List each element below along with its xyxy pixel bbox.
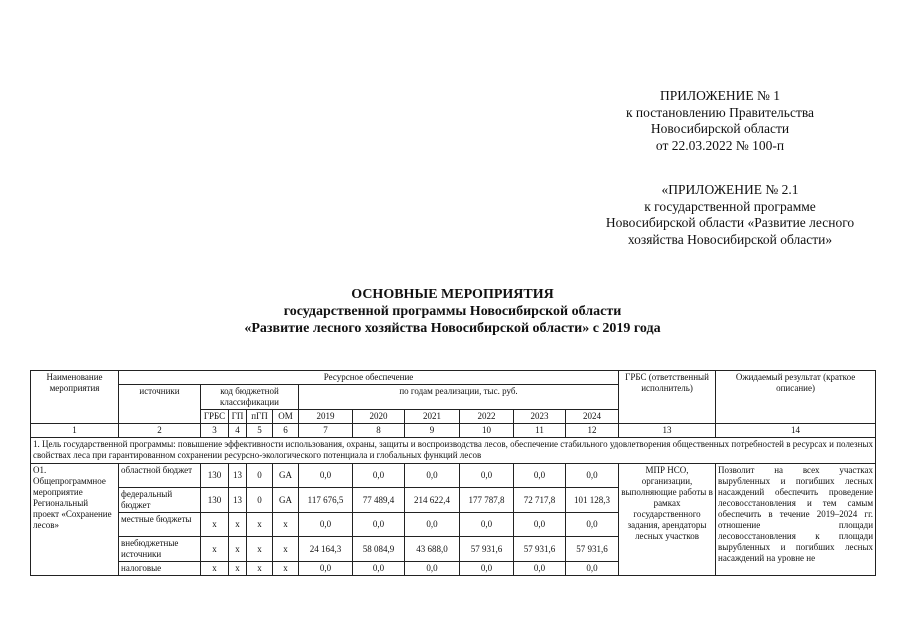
value-cell: 0,0 <box>566 464 619 488</box>
year-header: 2022 <box>460 410 514 424</box>
value-cell: 57 931,6 <box>460 537 514 562</box>
header-line: «ПРИЛОЖЕНИЕ № 2.1 <box>661 182 799 197</box>
value-cell: 0,0 <box>566 513 619 537</box>
column-number: 6 <box>273 424 299 438</box>
value-cell: 0,0 <box>353 464 405 488</box>
value-cell: 57 931,6 <box>566 537 619 562</box>
column-number: 12 <box>566 424 619 438</box>
value-cell: 57 931,6 <box>514 537 566 562</box>
value-cell: 0,0 <box>405 464 460 488</box>
appendix-header <box>600 88 840 154</box>
code-cell: GA <box>273 464 299 488</box>
code-cell: 0 <box>247 488 273 513</box>
column-number: 13 <box>619 424 716 438</box>
code-cell: 13 <box>229 464 247 488</box>
document-title <box>0 286 905 337</box>
value-cell: 117 676,5 <box>299 488 353 513</box>
col-header-result: Ожидаемый результат (краткое описание) <box>716 371 876 424</box>
col-header-sources: источники <box>119 385 201 424</box>
code-cell: x <box>247 562 273 576</box>
col-header-years: по годам реализации, тыс. руб. <box>299 385 619 410</box>
column-number: 3 <box>201 424 229 438</box>
source-cell: областной бюджет <box>119 464 201 488</box>
code-cell: 13 <box>229 488 247 513</box>
code-col-header: ГП <box>229 410 247 424</box>
source-cell: налоговые <box>119 562 201 576</box>
value-cell: 0,0 <box>460 562 514 576</box>
activity-name: О1. Общепрограммное мероприятие Региональный проект «Сохранение лесов» <box>31 464 119 576</box>
value-cell: 0,0 <box>299 513 353 537</box>
column-numbers-row <box>31 424 876 438</box>
value-cell: 0,0 <box>299 464 353 488</box>
header-line: Новосибирской области <box>650 121 790 136</box>
year-header: 2024 <box>566 410 619 424</box>
col-header-resource: Ресурсное обеспечение <box>119 371 619 385</box>
code-cell: x <box>229 562 247 576</box>
title-line: государственной программы Новосибирской области <box>283 304 622 319</box>
year-header: 2021 <box>405 410 460 424</box>
code-cell: 130 <box>201 464 229 488</box>
column-number: 4 <box>229 424 247 438</box>
code-cell: GA <box>273 488 299 513</box>
value-cell: 0,0 <box>566 562 619 576</box>
result-cell: Позволит на всех участках вырубленных и погибших лесных насаждений обеспечить проведение лесовосстановления и тем самым обеспечить в течение 2019–2024 гг. отношение площади лесовосстановления к площади вырубленных и погибших лесных насаждений на уровне не <box>716 464 876 576</box>
column-number: 11 <box>514 424 566 438</box>
code-cell: x <box>273 537 299 562</box>
value-cell: 177 787,8 <box>460 488 514 513</box>
header-line: Новосибирской области «Развитие лесного <box>605 215 855 230</box>
column-number: 7 <box>299 424 353 438</box>
executor-cell: МПР НСО, организации, выполняющие работы в рамках государственного задания, арендаторы лесных участков <box>619 464 716 576</box>
code-col-header: пГП <box>247 410 273 424</box>
col-header-grbs: ГРБС (ответственный исполнитель) <box>619 371 716 424</box>
year-header: 2023 <box>514 410 566 424</box>
code-cell: x <box>201 513 229 537</box>
table-row <box>31 464 876 488</box>
code-cell: x <box>201 537 229 562</box>
column-number: 9 <box>405 424 460 438</box>
code-col-header: ОМ <box>273 410 299 424</box>
code-cell: x <box>229 513 247 537</box>
code-cell: x <box>273 513 299 537</box>
code-cell: x <box>273 562 299 576</box>
value-cell: 0,0 <box>460 464 514 488</box>
value-cell: 0,0 <box>353 513 405 537</box>
title-line: ОСНОВНЫЕ МЕРОПРИЯТИЯ <box>351 287 554 302</box>
code-cell: x <box>201 562 229 576</box>
title-line: «Развитие лесного хозяйства Новосибирской области» с 2019 года <box>244 321 661 336</box>
value-cell: 58 084,9 <box>353 537 405 562</box>
value-cell: 0,0 <box>514 562 566 576</box>
column-number: 5 <box>247 424 273 438</box>
source-cell: федеральный бюджет <box>119 488 201 513</box>
column-number: 14 <box>716 424 876 438</box>
value-cell: 0,0 <box>405 562 460 576</box>
header-line: ПРИЛОЖЕНИЕ № 1 <box>659 88 781 103</box>
header-line: к постановлению Правительства <box>625 104 815 120</box>
value-cell: 24 164,3 <box>299 537 353 562</box>
code-cell: x <box>247 537 273 562</box>
value-cell: 0,0 <box>514 513 566 537</box>
year-header: 2019 <box>299 410 353 424</box>
value-cell: 43 688,0 <box>405 537 460 562</box>
program-goal: 1. Цель государственной программы: повышение эффективности использования, охраны, защиты и воспроизводства лесов, обеспечение стабильного удовлетворения общественных потребностей в ресурсах и полезных свойствах леса при гарантированном сохранении ресурсно-экологического потенциала и глобальных функций лесов <box>31 438 876 464</box>
column-number: 2 <box>119 424 201 438</box>
value-cell: 77 489,4 <box>353 488 405 513</box>
code-cell: x <box>247 513 273 537</box>
activities-table <box>30 370 876 576</box>
value-cell: 72 717,8 <box>514 488 566 513</box>
value-cell: 0,0 <box>514 464 566 488</box>
program-appendix-header <box>590 182 870 248</box>
code-cell: x <box>229 537 247 562</box>
col-header-budget-code: код бюджетной классификации <box>201 385 299 410</box>
source-cell: внебюджетные источники <box>119 537 201 562</box>
value-cell: 0,0 <box>460 513 514 537</box>
value-cell: 0,0 <box>405 513 460 537</box>
value-cell: 214 622,4 <box>405 488 460 513</box>
year-header: 2020 <box>353 410 405 424</box>
code-cell: 0 <box>247 464 273 488</box>
value-cell: 101 128,3 <box>566 488 619 513</box>
col-header-name: Наименование мероприятия <box>31 371 119 424</box>
column-number: 1 <box>31 424 119 438</box>
value-cell: 0,0 <box>299 562 353 576</box>
source-cell: местные бюджеты <box>119 513 201 537</box>
header-line: от 22.03.2022 № 100-п <box>655 137 785 153</box>
column-number: 8 <box>353 424 405 438</box>
code-col-header: ГРБС <box>201 410 229 424</box>
value-cell: 0,0 <box>353 562 405 576</box>
code-cell: 130 <box>201 488 229 513</box>
header-line: хозяйства Новосибирской области» <box>627 231 833 247</box>
column-number: 10 <box>460 424 514 438</box>
header-line: к государственной программе <box>644 198 816 214</box>
